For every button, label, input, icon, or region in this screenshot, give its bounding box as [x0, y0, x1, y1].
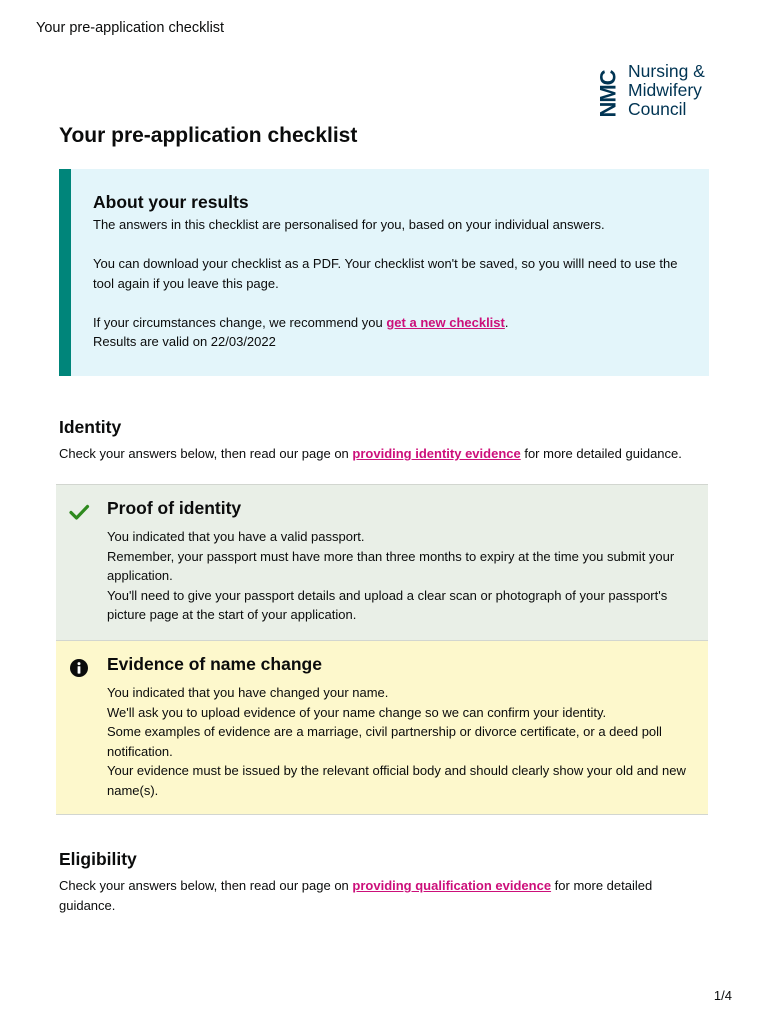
results-p3-suffix: .	[504, 314, 509, 330]
results-paragraph-1: The answers in this checklist are personalised for you, based on your individual answers.	[93, 217, 605, 232]
card-line: You'll need to give your passport details and upload a clear scan or photograph of your passport's picture page at the start of your application.	[107, 587, 668, 623]
nmc-logo	[594, 62, 734, 126]
check-icon	[68, 501, 90, 523]
identity-intro-prefix: Check your answers below, then read our page on	[59, 446, 353, 461]
card-line: Some examples of evidence are a marriage, civil partnership or divorce certificate, or a deed poll notification.	[107, 724, 662, 759]
info-icon	[68, 657, 90, 679]
results-paragraph-3	[93, 313, 689, 352]
nmc-logo-text	[628, 62, 705, 119]
eligibility-intro-suffix: for more detailed guidance.	[59, 878, 653, 913]
proof-of-identity-card	[56, 484, 708, 641]
nmc-logo-mark	[594, 66, 622, 122]
providing-identity-evidence-link[interactable]: providing identity evidence	[352, 446, 521, 461]
identity-intro	[59, 444, 719, 464]
document-header-title: Your pre-application checklist	[36, 20, 225, 36]
proof-of-identity-title: Proof of identity	[107, 498, 242, 518]
identity-intro-suffix: for more detailed guidance.	[520, 446, 682, 461]
card-line: You indicated that you have changed your name.	[107, 685, 389, 700]
logo-line-3: Council	[628, 99, 687, 119]
eligibility-intro-prefix: Check your answers below, then read our page on	[59, 878, 353, 893]
eligibility-intro	[59, 876, 684, 916]
results-paragraph-2: You can download your checklist as a PDF. Your checklist won't be saved, so you willl need to use the tool again if you leave this page.	[93, 256, 678, 291]
logo-line-2: Midwifery	[628, 80, 702, 100]
get-new-checklist-link[interactable]: get a new checklist	[386, 314, 505, 330]
results-valid-date: Results are valid on 22/03/2022	[93, 334, 276, 349]
name-change-card	[56, 640, 708, 815]
name-change-title: Evidence of name change	[107, 654, 322, 674]
page-number: 1/4	[713, 988, 732, 1003]
card-line: Remember, your passport must have more than three months to expiry at the time you submit your application.	[107, 548, 675, 584]
about-results-panel	[59, 169, 709, 376]
identity-heading: Identity	[59, 417, 122, 437]
page-title: Your pre-application checklist	[59, 124, 358, 147]
card-line: We'll ask you to upload evidence of your name change so we can confirm your identity.	[107, 704, 607, 720]
about-results-heading: About your results	[93, 192, 249, 212]
results-p3-prefix: If your circumstances change, we recommend you	[93, 314, 387, 330]
providing-qualification-evidence-link[interactable]: providing qualification evidence	[352, 878, 552, 893]
card-line: You indicated that you have a valid passport.	[107, 529, 365, 544]
logo-line-1: Nursing &	[628, 61, 705, 81]
card-line: Your evidence must be issued by the relevant official body and should clearly show your old and new name(s).	[107, 763, 686, 798]
svg-text:NMC: NMC	[595, 70, 621, 118]
eligibility-heading: Eligibility	[59, 849, 137, 869]
